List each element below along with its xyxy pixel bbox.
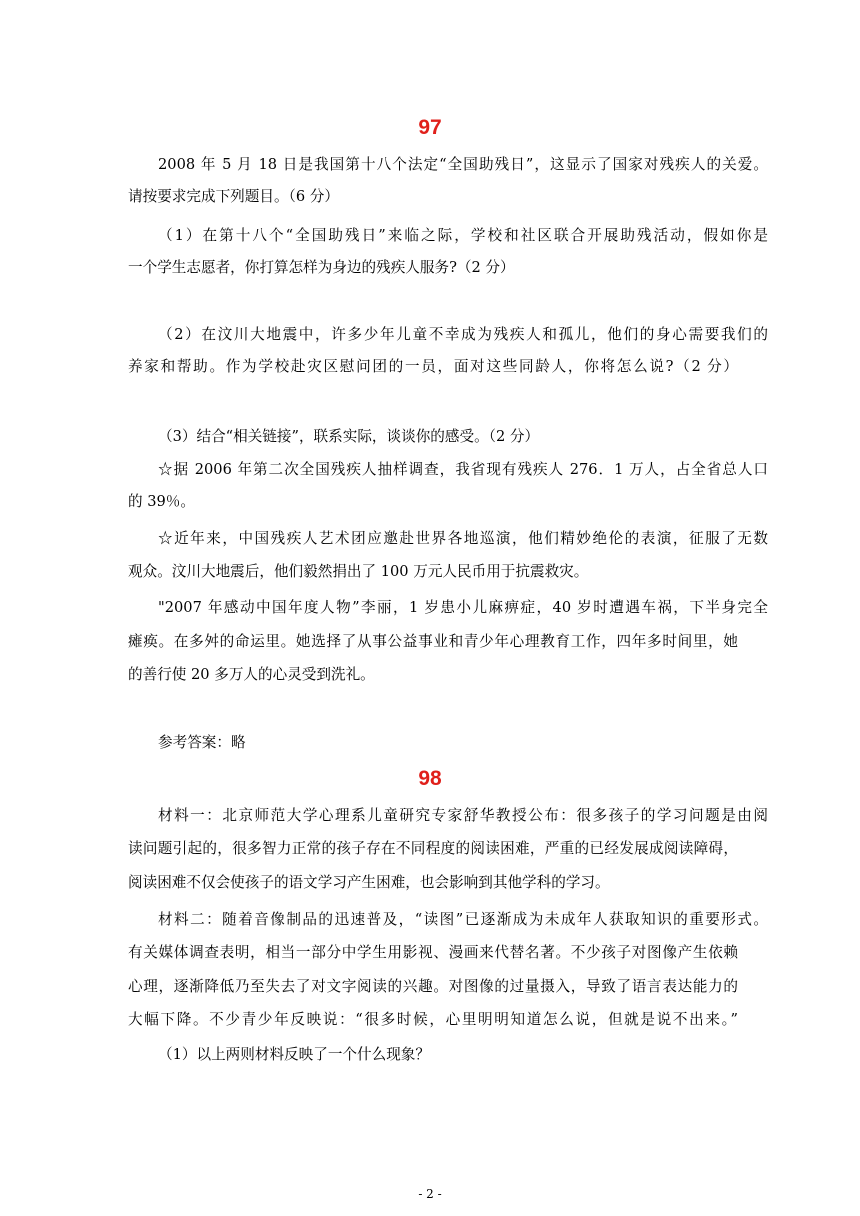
paragraph-line: 一个学生志愿者，你打算怎样为身边的残疾人服务?（2 分） (128, 259, 515, 276)
material-two: 材料二：随着音像制品的迅速普及，“读图”已逐渐成为未成年人获取知识的重要形式。 (158, 911, 768, 928)
paragraph-line: 2008 年 5 月 18 日是我国第十八个法定“全国助残日”，这显示了国家对残疾人的关爱。 (158, 156, 768, 173)
paragraph-line: 的善行使 20 多万人的心灵受到洗礼。 (128, 666, 375, 683)
paragraph-line: 瘫痪。在多舛的命运里。她选择了从事公益事业和青少年心理教育工作，四年多时间里，她 (128, 633, 738, 650)
reference-answer: 参考答案：略 (158, 734, 246, 751)
paragraph-line: 心理，逐渐降低乃至失去了对文字阅读的兴趣。对图像的过量摄入，导致了语言表达能力的 (128, 978, 738, 995)
related-link-item: "2007 年感动中国年度人物”李丽，1 岁患小儿麻痹症，40 岁时遭遇车祸，下半身完全 (158, 599, 768, 616)
related-link-item: ☆近年来，中国残疾人艺术团应邀赴世界各地巡演，他们精妙绝伦的表演，征服了无数 (158, 530, 768, 547)
paragraph-line: 读问题引起的，很多智力正常的孩子存在不同程度的阅读困难，严重的已经发展成阅读障碍， (128, 840, 738, 857)
question-number-98: 98 (418, 767, 442, 790)
paragraph-line: 观众。汶川大地震后，他们毅然捐出了 100 万元人民币用于抗震救灾。 (128, 563, 589, 580)
sub-question-2: （2）在汶川大地震中，许多少年儿童不幸成为残疾人和孤儿，他们的身心需要我们的 (158, 326, 768, 343)
paragraph-line: 的 39％。 (128, 493, 195, 510)
material-one: 材料一：北京师范大学心理系儿童研究专家舒华教授公布：很多孩子的学习问题是由阅 (158, 807, 768, 824)
paragraph-line: 阅读困难不仅会使孩子的语文学习产生困难，也会影响到其他学科的学习。 (128, 874, 610, 891)
question-line: （1）以上两则材料反映了一个什么现象？ (158, 1046, 430, 1063)
sub-question-3: （3）结合“相关链接”，联系实际，谈谈你的感受。（2 分） (158, 428, 540, 445)
paragraph-line: 有关媒体调查表明，相当一部分中学生用影视、漫画来代替名著。不少孩子对图像产生依赖 (128, 944, 738, 961)
page-number: - 2 - (418, 1187, 442, 1201)
related-link-item: ☆据 2006 年第二次全国残疾人抽样调查，我省现有残疾人 276．1 万人，占全省总人口 (158, 461, 768, 478)
question-number-97: 97 (418, 116, 442, 139)
paragraph-line: 大幅下降。不少青少年反映说：“很多时候，心里明明知道怎么说，但就是说不出来。” (128, 1011, 738, 1028)
paragraph-line: 请按要求完成下列题目。（6 分） (128, 188, 339, 205)
paragraph-line: 养家和帮助。作为学校赴灾区慰问团的一员，面对这些同龄人，你将怎么说?（2 分） (128, 358, 738, 375)
sub-question-1: （1）在第十八个“全国助残日”来临之际，学校和社区联合开展助残活动，假如你是 (158, 227, 768, 244)
